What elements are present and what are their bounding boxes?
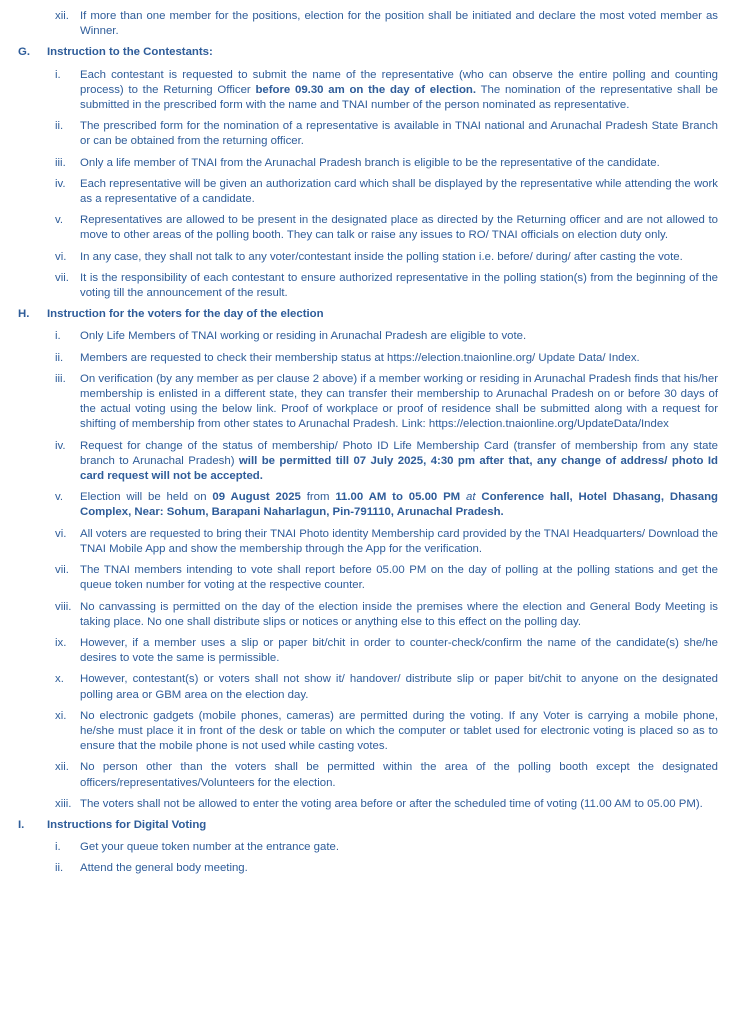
document-content: [18, 9, 718, 877]
item-number: i.: [55, 841, 61, 854]
section-title: Instruction to the Contestants:: [47, 46, 213, 59]
item-number: viii.: [55, 600, 72, 613]
section-heading: [18, 45, 718, 60]
list-item: [18, 250, 718, 265]
item-text: [80, 563, 718, 593]
list-item: [18, 636, 718, 666]
text-run: from: [300, 491, 336, 504]
item-number: vii.: [55, 564, 69, 577]
list-item: [18, 563, 718, 593]
list-item: [18, 709, 718, 755]
item-number: ix.: [55, 636, 67, 649]
text-run: Attend the general body meeting.: [80, 862, 248, 875]
list-item: [18, 271, 718, 301]
item-text: [80, 351, 718, 366]
text-run: The TNAI members intending to vote shall report before 05.00 PM on the day of polling at the polling stations and get the queue token number for voting at the respective counter.: [80, 564, 718, 592]
item-text: [80, 68, 718, 114]
text-run: 11.00 AM to 05.00 PM: [335, 491, 461, 504]
text-run: Get your queue token number at the entrance gate.: [80, 841, 339, 854]
item-number: iii.: [55, 156, 66, 169]
item-number: ii.: [55, 862, 64, 875]
section-title: Instructions for Digital Voting: [47, 818, 207, 831]
text-run: No canvassing is permitted on the day of the election inside the premises where the election and General Body Meeting is taking place. No one shall distribute slips or notices or anything else to this effect on the polling day.: [80, 600, 718, 628]
item-number: x.: [55, 673, 64, 686]
list-item: [18, 672, 718, 702]
text-run: 09 August 2025: [212, 491, 301, 504]
text-run: Request for change of the status of membership/ Photo ID Life Membership Card (transfer of membership from any state branch to Arunachal Pradesh): [80, 439, 718, 467]
item-number: xiii.: [55, 797, 72, 810]
section-label: G.: [18, 46, 31, 59]
text-run: If more than one member for the positions, election for the position shall be initiated and declare the most voted member as Winner.: [80, 10, 718, 38]
item-number: iv.: [55, 177, 66, 190]
text-run: will be permitted till 07 July 2025, 4:30 pm after that, any change of address/ photo Id card request will not be accepted.: [80, 454, 718, 483]
text-run: Only Life Members of TNAI working or residing in Arunachal Pradesh are eligible to vote.: [80, 330, 527, 343]
text-run: It is the responsibility of each contestant to ensure authorized representative in the polling station(s) from the beginning of the voting till the announcement of the result.: [80, 271, 718, 300]
item-text: [80, 861, 718, 876]
list-item: [18, 527, 718, 557]
item-number: i.: [55, 68, 61, 81]
text-run: The nomination of the representative shall be submitted in the prescribed form with the name and TNAI number of the person nominated as representative.: [80, 83, 718, 112]
list-item: [18, 439, 718, 485]
text-run: On verification (by any member as per clause 2 above) if a member working or residing in Arunachal Pradesh finds that his/her membership is enlisted in a different state, they can transfer their membership to Arunachal Pradesh on or before 30 days of the actual voting using the below link. Proof of workplace or proof of residence shall be submitted along with a request for shifting of membership from other states to Arunachal Pradesh. Link: https://election.tnaionline.org/UpdateData/Index: [80, 372, 718, 431]
item-text: [80, 760, 718, 790]
item-number: xii.: [55, 761, 69, 774]
item-number: iv.: [55, 439, 66, 452]
item-text: [80, 672, 718, 702]
item-text: [80, 490, 718, 520]
list-item: [18, 861, 718, 876]
list-item: [18, 9, 718, 39]
item-text: [80, 119, 718, 149]
item-number: vii.: [55, 271, 69, 284]
item-text: [80, 636, 718, 666]
item-text: [80, 797, 718, 812]
item-text: [80, 250, 718, 265]
item-number: vi.: [55, 527, 67, 540]
list-item: [18, 840, 718, 855]
list-item: [18, 213, 718, 243]
text-run: Election will be held on: [80, 491, 213, 504]
list-item: [18, 329, 718, 344]
item-number: iii.: [55, 372, 66, 385]
list-item: [18, 760, 718, 790]
list-item: [18, 372, 718, 433]
item-number: xi.: [55, 709, 67, 722]
list-item: [18, 600, 718, 630]
section-label: I.: [18, 818, 25, 831]
item-text: [80, 9, 718, 39]
text-run: No electronic gadgets (mobile phones, cameras) are permitted during the voting. If any Voter is carrying a mobile phone, he/she must place it in front of the desk or table on which the computer or tablet used for electronic voting is placed so as to ensure that the mobile phone is not used while casting votes.: [80, 709, 718, 753]
item-number: i.: [55, 330, 61, 343]
item-number: xii.: [55, 10, 69, 22]
text-run: Representatives are allowed to be present in the designated place as directed by the Returning officer and are not allowed to move to other areas of the polling booth. They can talk or raise any issues to RO/ TNAI officials on election duty only.: [80, 214, 718, 242]
text-run: However, if a member uses a slip or paper bit/chit in order to counter-check/confirm the name of the candidate(s) she/he desires to vote the same is permissible.: [80, 636, 718, 665]
item-text: [80, 840, 718, 855]
item-text: [80, 329, 718, 344]
text-run: at: [466, 491, 476, 504]
item-text: [80, 600, 718, 630]
item-number: v.: [55, 491, 64, 504]
item-number: ii.: [55, 351, 64, 364]
list-item: [18, 490, 718, 520]
item-text: [80, 527, 718, 557]
section-heading: [18, 818, 718, 833]
text-run: However, contestant(s) or voters shall not show it/ handover/ distribute slip or paper bit/chit to anyone on the designated polling area or GBM area on the election day.: [80, 673, 718, 701]
section-heading: [18, 307, 718, 322]
item-text: [80, 372, 718, 433]
item-text: [80, 271, 718, 301]
item-text: [80, 213, 718, 243]
text-run: In any case, they shall not talk to any voter/contestant inside the polling station i.e. before/ during/ after casting the vote.: [80, 250, 683, 263]
item-number: vi.: [55, 250, 67, 263]
text-run: The voters shall not be allowed to enter the voting area before or after the scheduled time of voting (11.00 AM to 05.00 PM).: [80, 797, 703, 810]
text-run: Only a life member of TNAI from the Arunachal Pradesh branch is eligible to be the representative of the candidate.: [80, 156, 660, 169]
text-run: All voters are requested to bring their TNAI Photo identity Membership card provided by the TNAI Headquarters/ Download the TNAI Mobile App and show the membership through the App for the verification.: [80, 527, 718, 555]
text-run: Conference hall, Hotel Dhasang, Dhasang Complex, Near: Sohum, Barapani Naharlagun, Pin-791110, Arunachal Pradesh.: [80, 491, 718, 519]
text-run: Each contestant is requested to submit the name of the representative (who can observe the entire polling and counting process) to the Returning Officer: [80, 68, 718, 96]
item-text: [80, 177, 718, 207]
item-number: ii.: [55, 120, 64, 133]
list-item: [18, 156, 718, 171]
text-run: The prescribed form for the nomination of a representative is available in TNAI national and Arunachal Pradesh State Branch or can be obtained from the returning officer.: [80, 120, 718, 148]
item-text: [80, 709, 718, 755]
list-item: [18, 119, 718, 149]
item-text: [80, 439, 718, 485]
list-item: [18, 177, 718, 207]
text-run: Members are requested to check their membership status at https://election.tnaionline.org/ Update Data/ Index.: [80, 351, 640, 364]
list-item: [18, 351, 718, 366]
section-label: H.: [18, 308, 30, 321]
text-run: before 09.30 am on the day of election.: [255, 83, 477, 96]
list-item: [18, 797, 718, 812]
item-number: v.: [55, 214, 64, 227]
list-item: [18, 68, 718, 114]
text-run: Each representative will be given an authorization card which shall be displayed by the representative while attending the work as a representative of a candidate.: [80, 177, 718, 206]
section-title: Instruction for the voters for the day of the election: [47, 308, 324, 321]
text-run: No person other than the voters shall be permitted within the area of the polling booth except the designated officers/representatives/Volunteers for the election.: [80, 761, 718, 789]
item-text: [80, 156, 718, 171]
